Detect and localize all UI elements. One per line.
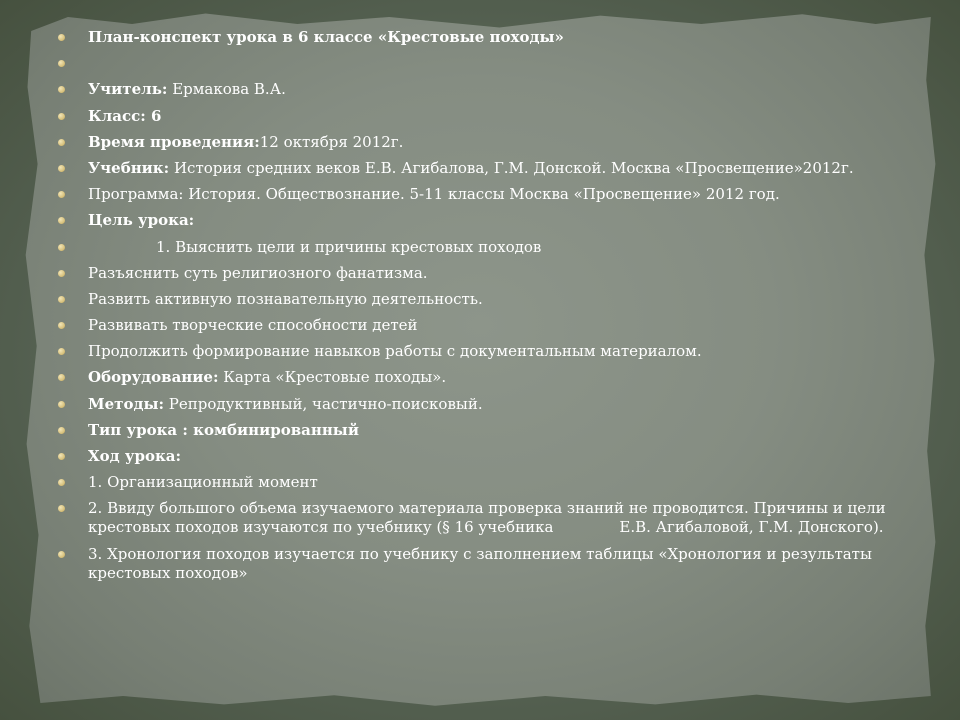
step-1-text: 1. Организационный момент xyxy=(88,473,318,492)
teacher-value: Ермакова В.А. xyxy=(167,80,286,99)
lesson-plan-list xyxy=(58,28,908,590)
list-item-title xyxy=(58,28,908,47)
list-item-lesson-flow xyxy=(58,447,908,466)
list-item-step-3 xyxy=(58,545,908,583)
list-item-goal-4 xyxy=(58,316,908,335)
bullet-icon xyxy=(58,296,65,303)
bullet-icon xyxy=(58,244,65,251)
bullet-icon xyxy=(58,165,65,172)
bullet-icon xyxy=(58,348,65,355)
step-2-text: 2. Ввиду большого объема изучаемого материала проверка знаний не проводится. Причины и цели крестовых походов изучаются по учебнику (§ 16 учебника xyxy=(88,499,886,537)
list-item-methods xyxy=(58,395,908,414)
program-text: Программа: История. Обществознание. 5-11 классы Москва «Просвещение» 2012 год. xyxy=(88,185,780,204)
goal-4-text: Развивать творческие способности детей xyxy=(88,316,418,335)
methods-label: Методы: xyxy=(88,394,165,413)
lesson-flow-label: Ход урока: xyxy=(88,447,182,465)
class-label: Класс: 6 xyxy=(88,106,162,125)
date-value: 12 октября 2012г. xyxy=(259,132,404,151)
list-item-goal-2 xyxy=(58,264,908,283)
goal-2-text: Разъяснить суть религиозного фанатизма. xyxy=(88,263,428,282)
textbook-label: Учебник: xyxy=(88,158,170,177)
goal-3-text: Развить активную познавательную деятельность. xyxy=(88,289,483,308)
lesson-type-label: Тип урока : комбинированный xyxy=(88,420,359,439)
goal-5-text: Продолжить формирование навыков работы с документальным материалом. xyxy=(88,342,702,361)
list-item-goal-3 xyxy=(58,290,908,309)
equipment-label: Оборудование: xyxy=(88,368,219,387)
lesson-title: План-конспект урока в 6 классе «Крестовые походы» xyxy=(88,28,564,46)
list-item-class xyxy=(58,107,908,126)
bullet-icon xyxy=(58,60,65,67)
list-item-date xyxy=(58,133,908,152)
equipment-value: Карта «Крестовые походы». xyxy=(218,368,447,387)
bullet-icon xyxy=(58,86,65,93)
list-item-goal-5 xyxy=(58,342,908,361)
list-item-teacher xyxy=(58,80,908,99)
bullet-icon xyxy=(58,34,65,41)
date-label: Время проведения: xyxy=(88,132,260,151)
bullet-icon xyxy=(58,322,65,329)
bullet-icon xyxy=(58,217,65,224)
list-item-equipment xyxy=(58,368,908,387)
bullet-icon xyxy=(58,479,65,486)
list-item-goal xyxy=(58,211,908,230)
bullet-icon xyxy=(58,453,65,460)
list-item-textbook xyxy=(58,159,908,178)
bullet-icon xyxy=(58,113,65,120)
teacher-label: Учитель: xyxy=(88,80,168,99)
list-item-goal-1 xyxy=(58,238,908,257)
list-item-lesson-type xyxy=(58,421,908,440)
bullet-icon xyxy=(58,270,65,277)
bullet-icon xyxy=(58,374,65,381)
goal-label: Цель урока: xyxy=(88,211,195,230)
textbook-value: История средних веков Е.В. Агибалова, Г.М. Донской. Москва «Просвещение»2012г. xyxy=(169,158,854,177)
step-3-text: 3. Хронология походов изучается по учебнику с заполнением таблицы «Хронология и результаты крестовых походов» xyxy=(88,544,872,582)
bullet-icon xyxy=(58,139,65,146)
list-item-step-2 xyxy=(58,499,908,537)
bullet-icon xyxy=(58,401,65,408)
list-item-step-1 xyxy=(58,473,908,492)
list-item-empty xyxy=(58,54,908,73)
methods-value: Репродуктивный, частично-поисковый. xyxy=(164,394,483,413)
step-2-text-cont: Е.В. Агибаловой, Г.М. Донского). xyxy=(619,518,884,537)
bullet-icon xyxy=(58,505,65,512)
list-item-program xyxy=(58,185,908,204)
goal-1-text: 1. Выяснить цели и причины крестовых походов xyxy=(156,237,542,256)
bullet-icon xyxy=(58,191,65,198)
bullet-icon xyxy=(58,551,65,558)
bullet-icon xyxy=(58,427,65,434)
